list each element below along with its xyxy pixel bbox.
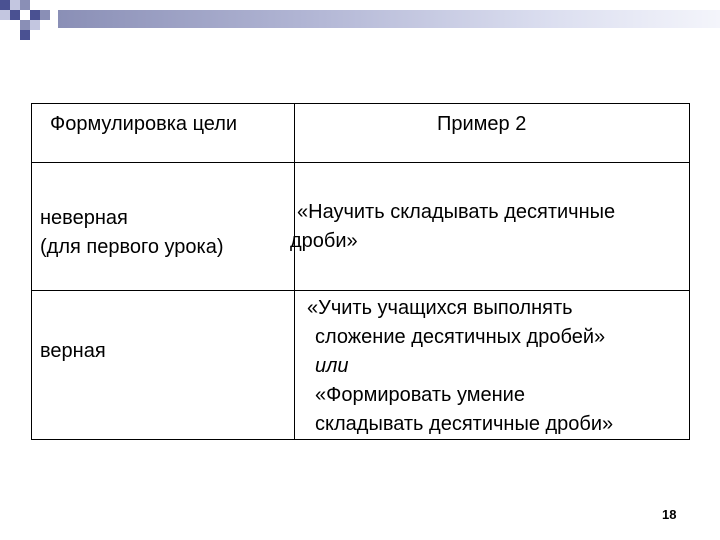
row-divider xyxy=(32,162,689,163)
row-label-incorrect-note: (для первого урока) xyxy=(40,236,224,258)
example-incorrect-line: «Научить складывать десятичные xyxy=(297,201,616,223)
header-square-dark xyxy=(30,10,40,20)
column-divider xyxy=(294,104,295,439)
header-goal-formulation: Формулировка цели xyxy=(50,113,238,135)
slide-number: 18 xyxy=(662,507,677,522)
example-correct-line: «Формировать умение xyxy=(315,384,525,406)
example-correct-or: или xyxy=(315,355,349,377)
row-label-correct: верная xyxy=(40,340,106,362)
example-correct-line: сложение десятичных дробей» xyxy=(315,326,606,348)
header-example: Пример 2 xyxy=(437,113,527,135)
header-square-light xyxy=(30,20,40,30)
example-correct-line: «Учить учащихся выполнять xyxy=(307,297,573,319)
example-correct-line: складывать десятичные дроби» xyxy=(315,413,614,435)
header-square-mid xyxy=(20,0,30,10)
header-square-dark xyxy=(20,30,30,40)
header-square-mid xyxy=(20,20,30,30)
header-square-mid xyxy=(40,10,50,20)
header-square-dark xyxy=(10,10,20,20)
row-divider xyxy=(32,290,689,291)
header-square-dark xyxy=(0,0,10,10)
row-label-incorrect: неверная xyxy=(40,207,128,229)
example-incorrect-line: дроби» xyxy=(290,230,358,252)
header-gradient-bar xyxy=(58,10,720,28)
header-square-light xyxy=(10,0,20,10)
header-square-light xyxy=(0,10,10,20)
